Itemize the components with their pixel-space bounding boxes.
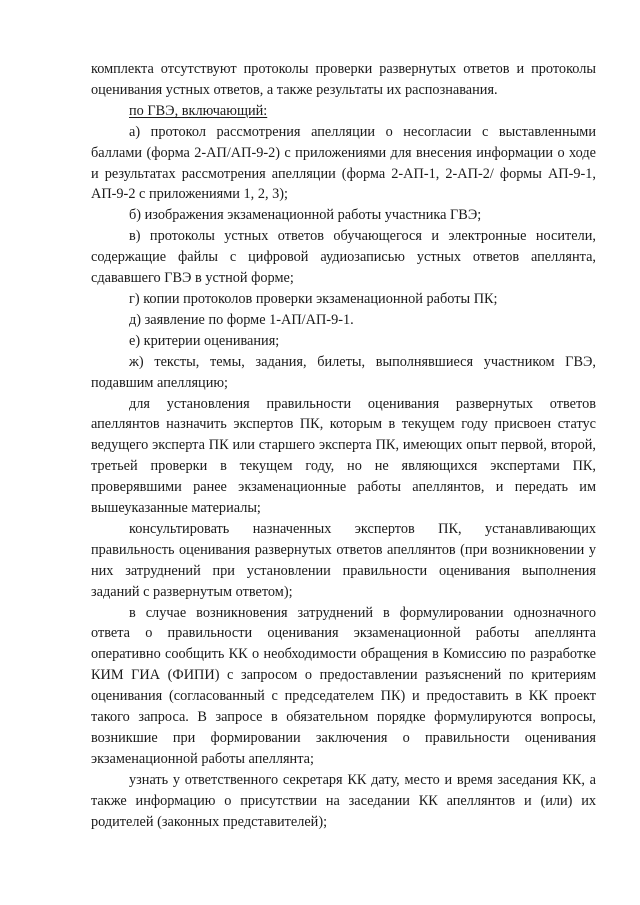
- paragraph-item-g: г) копии протоколов проверки экзаменационной работы ПК;: [129, 290, 498, 307]
- paragraph-item-v: в) протоколы устных ответов обучающегося и электронные носители, содержащие файлы с цифровой аудиозаписью устных ответов апеллянта, сдававшего ГВЭ в устной форме;: [91, 228, 596, 287]
- paragraph-item-e: е) критерии оценивания;: [129, 332, 280, 349]
- paragraph-difficulties: в случае возникновения затруднений в формулировании однозначного ответа о правильности оценивания экзаменационной работы апеллянта оперативно сообщить КК о необходимости обращения в Комиссию по разработке КИМ ГИА (ФИПИ) с запросом о предоставлении разъяснений по критериям оценивания (согласованный с председателем ПК) и предоставить в КК проект такого запроса. В запросе в обязательном порядке формулируются вопросы, возникшие при формировании заключения о правильности оценивания экзаменационной работы апеллянта;: [91, 604, 596, 767]
- paragraph-consult-experts: консультировать назначенных экспертов ПК, устанавливающих правильность оценивания развернутых ответов апеллянтов (при возникновении у них затруднений при установлении правильности оценивания выполнения заданий с развернутым ответом);: [91, 520, 596, 600]
- document-body: [91, 59, 596, 833]
- paragraph-item-zh: ж) тексты, темы, задания, билеты, выполнявшиеся участником ГВЭ, подавшим апелляцию;: [91, 353, 596, 391]
- paragraph-item-d: д) заявление по форме 1-АП/АП-9-1.: [129, 311, 354, 328]
- paragraph-meeting-info: узнать у ответственного секретаря КК дату, место и время заседания КК, а также информацию о присутствии на заседании КК апеллянтов и (или) их родителей (законных представителей);: [91, 771, 596, 830]
- paragraph-item-a: а) протокол рассмотрения апелляции о несогласии с выставленными баллами (форма 2-АП/АП-9-2) с приложениями для внесения информации о ходе и результатах рассмотрения апелляции (форма 2-АП-1, 2-АП-2/ формы АП-9-1, АП-9-2 с приложениями 1, 2, 3);: [91, 123, 596, 203]
- paragraph-item-b: б) изображения экзаменационной работы участника ГВЭ;: [129, 207, 482, 224]
- paragraph-assign-experts: для установления правильности оценивания развернутых ответов апеллянтов назначить экспертов ПК, которым в текущем году присвоен статус ведущего эксперта ПК или старшего эксперта ПК, имеющих опыт первой, второй, третьей проверки в текущем году, но не являющихся экспертами ПК, проверявшими ранее экзаменационные работы апеллянтов, и передать им вышеуказанные материалы;: [91, 395, 596, 517]
- paragraph-gve-heading: [91, 101, 596, 122]
- underlined-heading: по ГВЭ, включающий:: [129, 102, 268, 119]
- paragraph-continuation: комплекта отсутствуют протоколы проверки развернутых ответов и протоколы оценивания устных ответов, а также результаты их распознавания.: [91, 61, 596, 98]
